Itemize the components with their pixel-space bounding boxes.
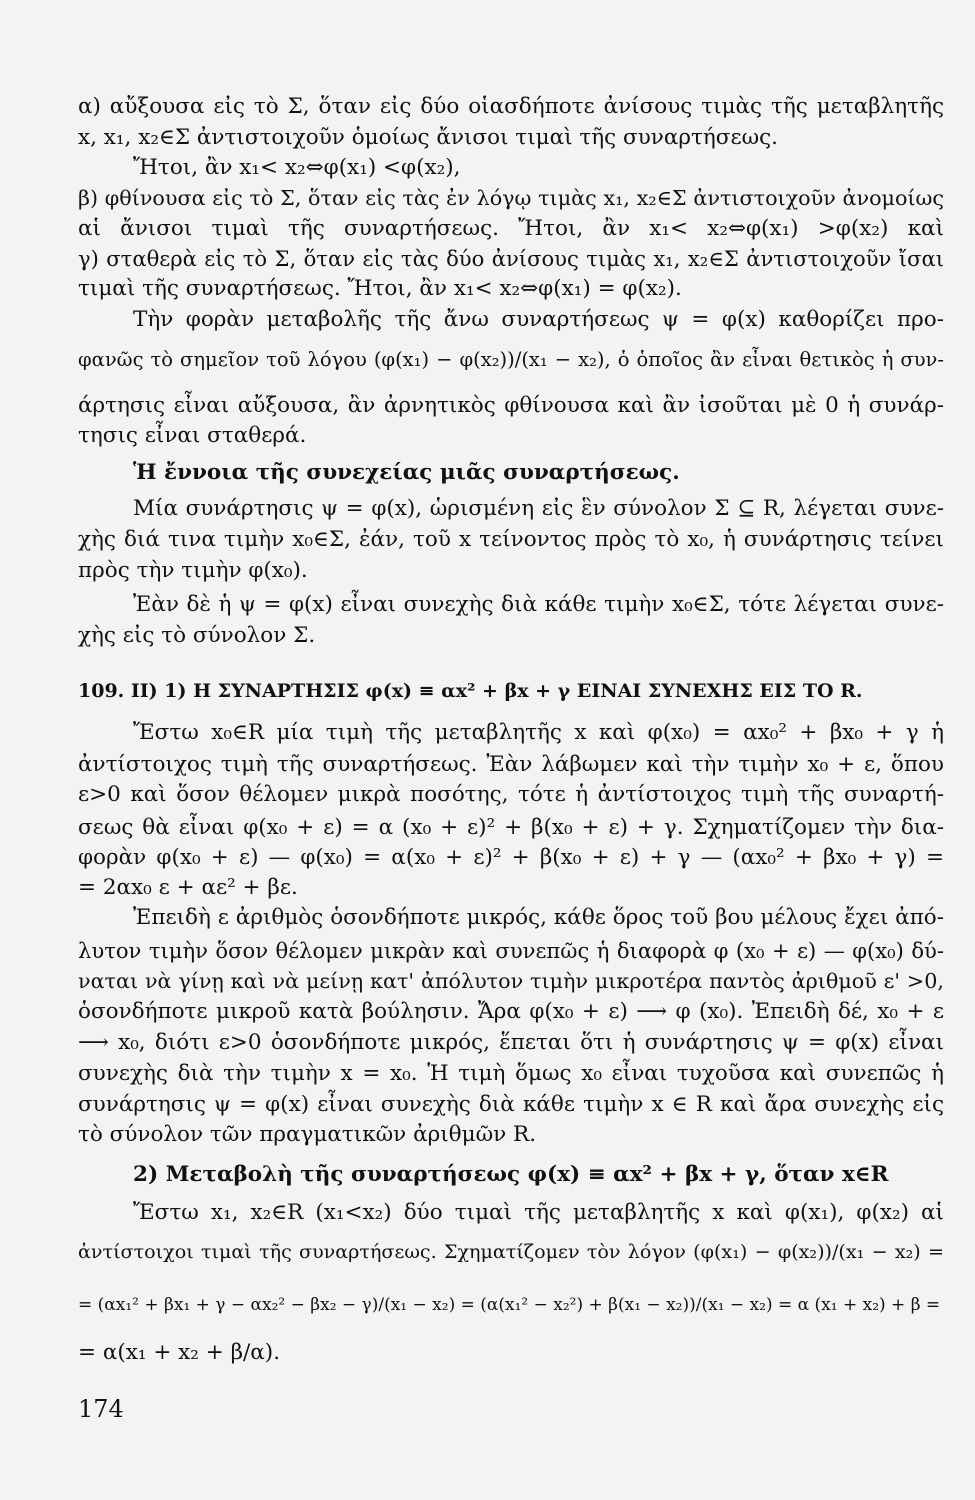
text-line: Ἔστω x₁, x₂∈R (x₁<x₂) δύο τιμαὶ τῆς μεταβλητῆς x καὶ φ(x₁), φ(x₂) αἱ [133,1200,944,1225]
text-line: γ) σταθερὰ εἰς τὸ Σ, ὅταν εἰς τὰς δύο ἀνίσους τιμὰς x₁, x₂∈Σ ἀντιστοιχοῦν ἴσαι [78,246,944,271]
text-line: συνάρτησις ψ = φ(x) εἶναι συνεχὴς διὰ κάθε τιμὴν x ∈ R καὶ ἄρα συνεχὴς εἰς [78,1092,944,1117]
text-line: συνεχὴς διὰ τὴν τιμὴν x = x₀. Ἡ τιμὴ ὅμως x₀ εἶναι τυχοῦσα καὶ συνεπῶς ἡ [78,1061,944,1086]
text-line: β) φθίνουσα εἰς τὸ Σ, ὅταν εἰς τὰς ἐν λόγῳ τιμὰς x₁, x₂∈Σ ἀντιστοιχοῦν ἀνομοίως [78,186,944,210]
text-line: x, x₁, x₂∈Σ ἀντιστοιχοῦν ὁμοίως ἄνισοι τιμαὶ τῆς συναρτήσεως. [78,125,779,150]
text-line: άρτησις εἶναι αὔξουσα, ἂν ἀρνητικὸς φθίνουσα καὶ ἂν ἰσοῦται μὲ 0 ἡ συνάρ- [78,393,944,418]
text-line: ⟶ x₀, διότι ε>0 ὁσονδήποτε μικρός, ἕπεται ὅτι ἡ συνάρτησις ψ = φ(x) εἶναι [78,1030,944,1055]
text-line: Ἐὰν δὲ ἡ ψ = φ(x) εἶναι συνεχὴς διὰ κάθε τιμὴν x₀∈Σ, τότε λέγεται συνε- [133,592,944,617]
text-line: ἀντίστοιχοι τιμαὶ τῆς συναρτήσεως. Σχηματίζομεν τὸν λόγον (φ(x₁) − φ(x₂))/(x₁ − x₂) = [78,1240,944,1263]
text-line: φανῶς τὸ σημεῖον τοῦ λόγου (φ(x₁) − φ(x₂))/(x₁ − x₂), ὁ ὁποῖος ἂν εἶναι θετικὸς ἡ συν- [78,348,944,371]
text-line: σεως θὰ εἶναι φ(x₀ + ε) = α (x₀ + ε)² + β(x₀ + ε) + γ. Σχηματίζομεν τὴν δια- [78,815,944,840]
text-line: ὁσονδήποτε μικροῦ κατὰ βούλησιν. Ἄρα φ(x₀ + ε) ⟶ φ (x₀). Ἐπειδὴ δέ, x₀ + ε [78,999,944,1024]
text-line: τησις εἶναι σταθερά. [78,423,307,448]
section-heading: 2) Μεταβολὴ τῆς συναρτήσεως φ(x) ≡ αx² + βx + γ, ὅταν x∈R [133,1162,889,1187]
text-line: α) αὔξουσα εἰς τὸ Σ, ὅταν εἰς δύο οἱασδήποτε ἀνίσους τιμὰς τῆς μεταβλητῆς [78,94,944,119]
text-line: τὸ σύνολον τῶν πραγματικῶν ἀριθμῶν R. [78,1122,537,1147]
page-number: 174 [78,1395,124,1423]
text-line: τιμαὶ τῆς συναρτήσεως. Ἤτοι, ἂν x₁< x₂⇔φ(x₁) = φ(x₂). [78,276,682,301]
text-line: Τὴν φορὰν μεταβολῆς τῆς ἄνω συναρτήσεως ψ = φ(x) καθορίζει προ- [133,307,944,332]
text-line: ε>0 καὶ ὅσον θέλομεν μικρὰ ποσότης, τότε ἡ ἀντίστοιχος τιμὴ τῆς συναρτή- [78,782,944,807]
text-line: Μία συνάρτησις ψ = φ(x), ὡρισμένη εἰς ἓν σύνολον Σ ⊆ R, λέγεται συνε- [133,496,944,521]
text-line: λυτον τιμὴν ὅσον θέλομεν μικρὰν καὶ συνεπῶς ἡ διαφορὰ φ (x₀ + ε) — φ(x₀) δύ- [78,938,944,963]
text-line: Ἐπειδὴ ε ἀριθμὸς ὁσονδήποτε μικρός, κάθε ὅρος τοῦ βου μέλους ἔχει ἀπό- [133,905,944,930]
text-line: αἱ ἄνισοι τιμαὶ τῆς συναρτήσεως. Ἤτοι, ἂν x₁< x₂⇔φ(x₁) >φ(x₂) καὶ [78,216,944,241]
text-line: φορὰν φ(x₀ + ε) — φ(x₀) = α(x₀ + ε)² + β(x₀ + ε) + γ — (αx₀² + βx₀ + γ) = [78,845,944,870]
text-line: ναται νὰ γίνῃ καὶ νὰ μείνῃ κατ' ἀπόλυτον τιμὴν μικροτέρα παντὸς ἀριθμοῦ ε' >0, [78,969,944,993]
equation-line: = (αx₁² + βx₁ + γ − αx₂² − βx₂ − γ)/(x₁ − x₂) = (α(x₁² − x₂²) + β(x₁ − x₂))/(x₁ − x₂) = α (x₁ + x₂) + β = [78,1295,941,1315]
text-line: χὴς διά τινα τιμὴν x₀∈Σ, ἐάν, τοῦ x τείνοντος πρὸς τὸ x₀, ἡ συνάρτησις τείνει [78,527,944,552]
section-heading-109: 109. II) 1) Η ΣΥΝΑΡΤΗΣΙΣ φ(x) ≡ αx² + βx + γ ΕΙΝΑΙ ΣΥΝΕΧΗΣ ΕΙΣ ΤΟ R. [78,680,863,702]
text-line: = 2αx₀ ε + αε² + βε. [78,875,298,900]
text-line: χὴς εἰς τὸ σύνολον Σ. [78,623,316,648]
equation-line: = α(x₁ + x₂ + β/α). [78,1340,281,1365]
section-heading: Ἡ ἔννοια τῆς συνεχείας μιᾶς συναρτήσεως. [133,460,680,485]
text-line: ἀντίστοιχος τιμὴ τῆς συναρτήσεως. Ἐὰν λάβωμεν καὶ τὴν τιμὴν x₀ + ε, ὅπου [78,752,944,777]
text-line: πρὸς τὴν τιμὴν φ(x₀). [78,558,308,583]
text-line: Ἤτοι, ἂν x₁< x₂⇔φ(x₁) <φ(x₂), [133,155,461,180]
text-line: Ἔστω x₀∈R μία τιμὴ τῆς μεταβλητῆς x καὶ φ(x₀) = αx₀² + βx₀ + γ ἡ [133,720,944,745]
